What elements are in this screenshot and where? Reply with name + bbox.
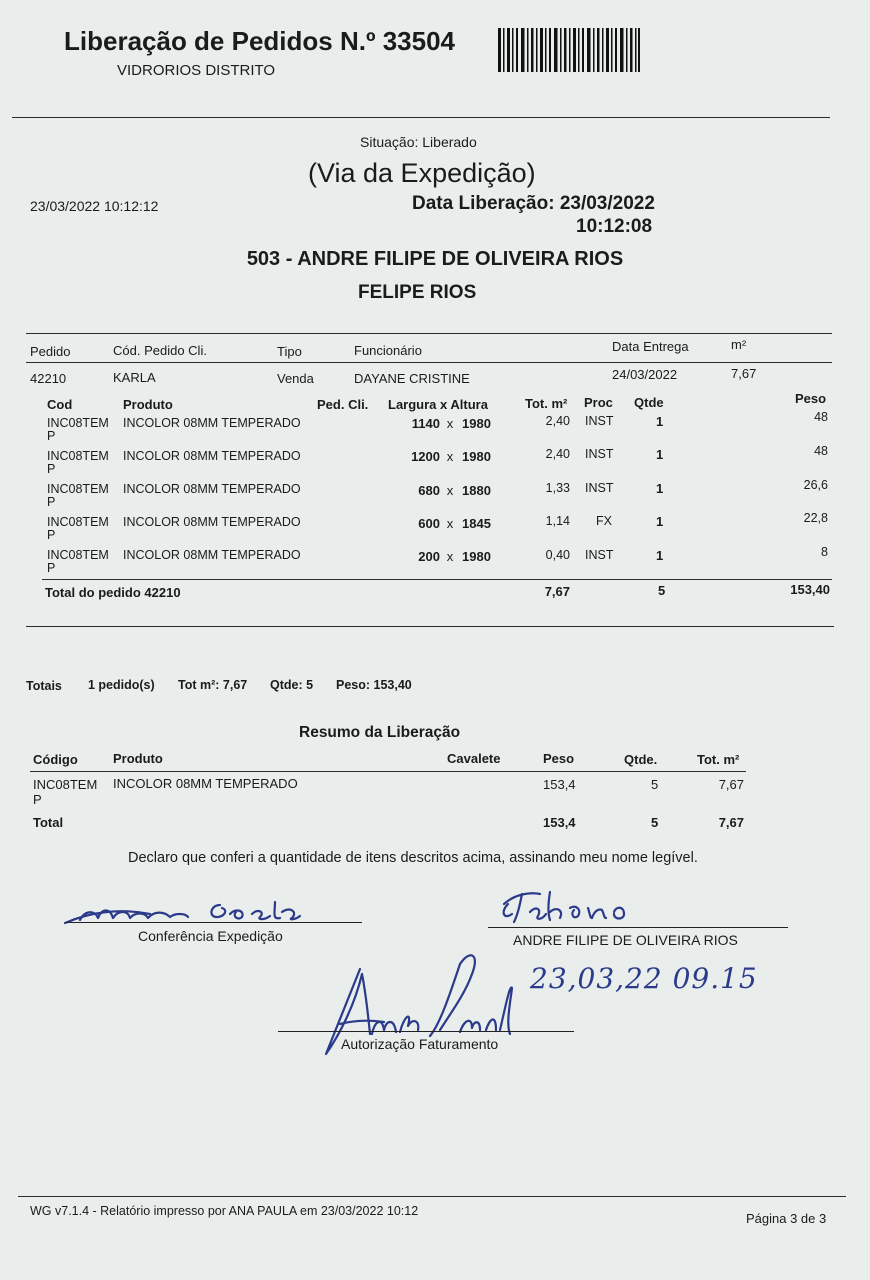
item-altura: 1980 bbox=[462, 416, 491, 431]
cliente-label: ANDRE FILIPE DE OLIVEIRA RIOS bbox=[513, 932, 738, 948]
col-peso: Peso bbox=[795, 391, 827, 406]
declaration-text: Declaro que conferi a quantidade de itens descritos acima, assinando meu nome legível. bbox=[128, 850, 698, 866]
order-cod-pedido: KARLA bbox=[113, 370, 156, 385]
col-cod-pedido: Cód. Pedido Cli. bbox=[113, 343, 207, 358]
item-x: x bbox=[446, 416, 454, 431]
order-header-rule bbox=[26, 362, 832, 363]
col-pedido: Pedido bbox=[30, 344, 71, 359]
item-cod: INC08TEM bbox=[47, 548, 109, 562]
col-ped-cli: Ped. Cli. bbox=[317, 397, 369, 412]
item-proc: FX bbox=[596, 514, 612, 528]
release-date: Data Liberação: 23/03/2022 bbox=[412, 193, 655, 214]
totals-peso: Peso: 153,40 bbox=[336, 678, 412, 692]
order-data-entrega: 24/03/2022 bbox=[612, 367, 678, 382]
resumo-total-tot: 7,67 bbox=[718, 815, 744, 830]
item-tot-m2: 2,40 bbox=[545, 447, 570, 461]
order-total-qtde: 5 bbox=[658, 583, 666, 598]
item-altura: 1845 bbox=[462, 516, 491, 531]
item-cod-suffix: P bbox=[47, 495, 56, 509]
item-largura: 600 bbox=[418, 516, 440, 531]
item-largura: 1140 bbox=[411, 416, 440, 431]
item-proc: INST bbox=[585, 481, 614, 495]
order-m2: 7,67 bbox=[731, 366, 757, 381]
customer-nickname: FELIPE RIOS bbox=[358, 282, 477, 303]
resumo-total-qtde: 5 bbox=[651, 815, 659, 830]
item-qtde: 1 bbox=[656, 514, 664, 529]
resumo-total-peso: 153,4 bbox=[543, 815, 576, 830]
resumo-title: Resumo da Liberação bbox=[299, 724, 461, 741]
item-x: x bbox=[446, 516, 454, 531]
resumo-peso: 153,4 bbox=[543, 777, 576, 792]
col-produto: Produto bbox=[123, 397, 173, 412]
resumo-codigo-suffix: P bbox=[33, 792, 42, 807]
conferencia-label: Conferência Expedição bbox=[138, 928, 283, 944]
item-qtde: 1 bbox=[656, 481, 664, 496]
signature-line-autorizacao bbox=[278, 1031, 574, 1032]
item-cod-suffix: P bbox=[47, 528, 56, 542]
col-tot-m2: Tot. m² bbox=[525, 396, 568, 411]
item-largura: 200 bbox=[418, 549, 440, 564]
item-proc: INST bbox=[585, 414, 614, 428]
item-peso: 26,6 bbox=[803, 478, 828, 492]
item-peso: 8 bbox=[821, 545, 828, 559]
item-qtde: 1 bbox=[656, 447, 664, 462]
item-peso: 48 bbox=[814, 444, 828, 458]
item-x: x bbox=[446, 483, 454, 498]
items-total-rule bbox=[42, 579, 832, 580]
order-funcionario: DAYANE CRISTINE bbox=[354, 371, 470, 386]
report-title: Liberação de Pedidos N.º 33504 bbox=[64, 26, 455, 56]
signature-line-cliente bbox=[488, 927, 788, 928]
autorizacao-label: Autorização Faturamento bbox=[341, 1036, 499, 1052]
col-largura-altura: Largura x Altura bbox=[388, 397, 488, 412]
item-cod: INC08TEM bbox=[47, 449, 109, 463]
item-x: x bbox=[446, 449, 454, 464]
signature-cliente bbox=[490, 884, 690, 928]
item-proc: INST bbox=[585, 447, 614, 461]
resumo-header-rule bbox=[30, 771, 746, 772]
col-funcionario: Funcionário bbox=[354, 343, 422, 358]
item-tot-m2: 1,33 bbox=[545, 481, 570, 495]
resumo-produto: INCOLOR 08MM TEMPERADO bbox=[113, 776, 298, 791]
item-x: x bbox=[446, 549, 454, 564]
order-total-peso: 153,40 bbox=[790, 582, 830, 597]
totals-label: Totais bbox=[26, 679, 62, 693]
item-produto: INCOLOR 08MM TEMPERADO bbox=[123, 416, 301, 430]
footer-printed-by: WG v7.1.4 - Relatório impresso por ANA PAULA em 23/03/2022 10:12 bbox=[30, 1204, 419, 1218]
item-cod: INC08TEM bbox=[47, 515, 109, 529]
col-qtde: Qtde bbox=[634, 395, 664, 410]
item-cod-suffix: P bbox=[47, 561, 56, 575]
totals-qtde: Qtde: 5 bbox=[270, 678, 314, 692]
resumo-col-peso: Peso bbox=[543, 751, 575, 766]
resumo-total-label: Total bbox=[33, 815, 64, 830]
release-time: 10:12:08 bbox=[576, 216, 653, 237]
status-situacao: Situação: Liberado bbox=[360, 134, 477, 150]
resumo-codigo: INC08TEM bbox=[33, 777, 98, 792]
order-pedido: 42210 bbox=[30, 371, 67, 386]
order-top-rule bbox=[26, 333, 832, 334]
item-altura: 1880 bbox=[462, 483, 491, 498]
item-produto: INCOLOR 08MM TEMPERADO bbox=[123, 548, 301, 562]
item-largura: 1200 bbox=[411, 449, 440, 464]
item-peso: 48 bbox=[814, 410, 828, 424]
resumo-qtde: 5 bbox=[651, 777, 659, 792]
header-divider bbox=[12, 117, 830, 118]
page-number: Página 3 de 3 bbox=[746, 1211, 827, 1226]
item-qtde: 1 bbox=[656, 548, 664, 563]
via-label: (Via da Expedição) bbox=[308, 158, 536, 188]
item-produto: INCOLOR 08MM TEMPERADO bbox=[123, 515, 301, 529]
item-qtde: 1 bbox=[656, 414, 664, 429]
item-tot-m2: 0,40 bbox=[545, 548, 570, 562]
item-tot-m2: 2,40 bbox=[545, 414, 570, 428]
resumo-tot: 7,67 bbox=[718, 777, 744, 792]
resumo-col-qtde: Qtde. bbox=[624, 752, 658, 767]
item-largura: 680 bbox=[418, 483, 440, 498]
item-cod-suffix: P bbox=[47, 429, 56, 443]
printed-datetime: 23/03/2022 10:12:12 bbox=[30, 198, 159, 214]
item-produto: INCOLOR 08MM TEMPERADO bbox=[123, 482, 301, 496]
barcode-icon bbox=[498, 28, 640, 72]
item-cod-suffix: P bbox=[47, 462, 56, 476]
order-total-m2: 7,67 bbox=[544, 584, 570, 599]
col-proc: Proc bbox=[584, 395, 613, 410]
totals-pedidos: 1 pedido(s) bbox=[88, 678, 155, 692]
company-name: VIDRORIOS DISTRITO bbox=[117, 62, 276, 79]
item-proc: INST bbox=[585, 548, 614, 562]
order-total-label: Total do pedido 42210 bbox=[45, 585, 181, 600]
handwritten-date: 23,03,22 09.15 bbox=[530, 962, 758, 995]
col-cod: Cod bbox=[47, 397, 73, 412]
signature-line-conferencia bbox=[66, 922, 362, 923]
item-altura: 1980 bbox=[462, 449, 491, 464]
order-tipo: Venda bbox=[277, 371, 314, 386]
item-produto: INCOLOR 08MM TEMPERADO bbox=[123, 449, 301, 463]
item-altura: 1980 bbox=[462, 549, 491, 564]
item-cod: INC08TEM bbox=[47, 416, 109, 430]
item-cod: INC08TEM bbox=[47, 482, 109, 496]
signature-conferencia bbox=[60, 890, 360, 930]
resumo-col-produto: Produto bbox=[113, 751, 163, 766]
col-m2: m² bbox=[731, 337, 747, 352]
item-peso: 22,8 bbox=[803, 511, 828, 525]
col-tipo: Tipo bbox=[277, 344, 302, 359]
section-divider bbox=[26, 626, 834, 627]
footer-divider bbox=[18, 1196, 846, 1197]
item-tot-m2: 1,14 bbox=[545, 514, 570, 528]
col-data-entrega: Data Entrega bbox=[612, 339, 689, 354]
resumo-col-cavalete: Cavalete bbox=[447, 751, 501, 766]
resumo-col-codigo: Código bbox=[33, 752, 78, 767]
totals-tot-m2: Tot m²: 7,67 bbox=[178, 678, 248, 692]
customer-name: 503 - ANDRE FILIPE DE OLIVEIRA RIOS bbox=[246, 248, 624, 270]
resumo-col-tot: Tot. m² bbox=[697, 752, 740, 767]
